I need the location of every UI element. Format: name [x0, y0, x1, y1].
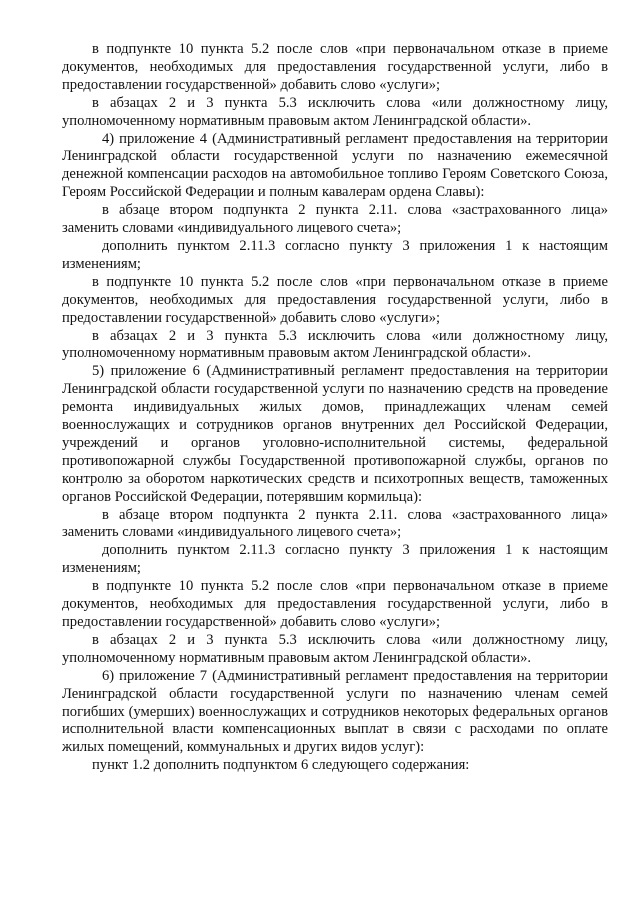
document-page — [62, 41, 608, 775]
paragraph: в абзацах 2 и 3 пункта 5.3 исключить слова «или должностному лицу, уполномоченному нормативным правовым актом Ленинградской области». — [62, 631, 608, 666]
paragraph: в абзаце втором подпункта 2 пункта 2.11. слова «застрахованного лица» заменить словами «индивидуального лицевого счета»; — [62, 506, 608, 541]
paragraph: дополнить пунктом 2.11.3 согласно пункту 3 приложения 1 к настоящим изменениям; — [62, 237, 608, 272]
paragraph: в абзаце втором подпункта 2 пункта 2.11. слова «застрахованного лица» заменить словами «индивидуального лицевого счета»; — [62, 202, 608, 237]
paragraph: в подпункте 10 пункта 5.2 после слов «при первоначальном отказе в приеме документов, необходимых для предоставления государственной услуги, либо в предоставлении государственной» добавить слово «услуги»; — [62, 273, 608, 326]
paragraph: 4) приложение 4 (Административный регламент предоставления на территории Ленинградской области государственной услуги по назначению ежемесячной денежной компенсации расходов на автомобильное топливо Героям Советского Союза, Героям Российской Федерации и полным кавалерам ордена Славы): — [62, 130, 608, 201]
paragraph: 6) приложение 7 (Административный регламент предоставления на территории Ленинградской области государственной услуги по назначению членам семей погибших (умерших) военнослужащих и сотрудников некоторых федеральных органов исполнительной власти компенсационных выплат в связи с расходами по оплате жилых помещений, коммунальных и других видов услуг): — [62, 667, 608, 756]
paragraph: 5) приложение 6 (Административный регламент предоставления на территории Ленинградской области государственной услуги по назначению средств на проведение ремонта индивидуальных жилых домов, принадлежащих членам семей военнослужащих и сотрудников органов внутренних дел Российской Федерации, учреждений и органов уголовно-исполнительной системы, федеральной противопожарной службы Государственной противопожарной службы, органов по контролю за оборотом наркотических средств и психотропных веществ, таможенных органов Российской Федерации, потерявшим кормильца): — [62, 363, 608, 505]
paragraph: в абзацах 2 и 3 пункта 5.3 исключить слова «или должностному лицу, уполномоченному нормативным правовым актом Ленинградской области». — [62, 327, 608, 362]
paragraph: дополнить пунктом 2.11.3 согласно пункту 3 приложения 1 к настоящим изменениям; — [62, 542, 608, 577]
paragraph: в подпункте 10 пункта 5.2 после слов «при первоначальном отказе в приеме документов, необходимых для предоставления государственной услуги, либо в предоставлении государственной» добавить слово «услуги»; — [62, 578, 608, 630]
paragraph: в абзацах 2 и 3 пункта 5.3 исключить слова «или должностному лицу, уполномоченному нормативным правовым актом Ленинградской области». — [62, 94, 608, 129]
paragraph: пункт 1.2 дополнить подпунктом 6 следующего содержания: — [92, 757, 470, 774]
paragraph: в подпункте 10 пункта 5.2 после слов «при первоначальном отказе в приеме документов, необходимых для предоставления государственной услуги, либо в предоставлении государственной» добавить слово «услуги»; — [62, 41, 608, 93]
